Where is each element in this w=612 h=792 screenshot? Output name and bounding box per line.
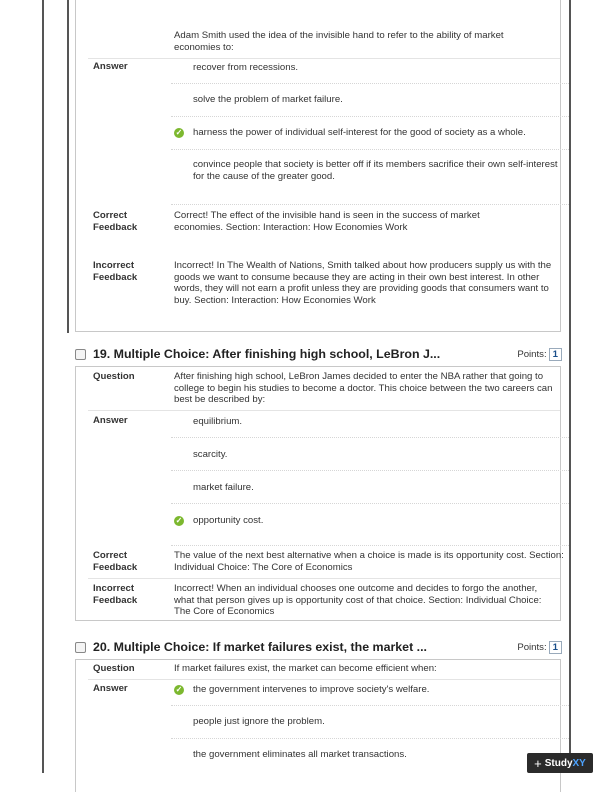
q19-question-text: After finishing high school, LeBron James decided to enter the NBA rather that going to college to begin his studies to become a doctor. This choice between the two careers can best be described by: <box>174 371 553 406</box>
q19-answer-1: equilibrium. <box>193 416 243 427</box>
q18-answer-label: Answer <box>93 61 128 72</box>
q19-incorrect-feedback-label: Incorrect Feedback <box>93 583 138 606</box>
question-20-title: 20. Multiple Choice: If market failures exist, the market ... <box>93 640 427 654</box>
q18-correct-feedback: Correct! The effect of the invisible hand is seen in the success of market economies. Section: Interaction: How Economies Work <box>174 210 480 233</box>
brand-text: Study <box>544 757 573 769</box>
q20-answer-1-correct: the government intervenes to improve society's welfare. <box>193 684 430 695</box>
q18-answer-4: convince people that society is better off if its members sacrifice their own self-interest for the cause of the greater good. <box>193 159 558 182</box>
answer-divider <box>171 204 569 205</box>
q18-answer-1: recover from recessions. <box>193 62 299 73</box>
q20-question-text: If market failures exist, the market can become efficient when: <box>174 663 437 674</box>
left-inner-bar <box>67 0 69 333</box>
question-20-header <box>74 636 562 658</box>
question-19-points <box>517 348 562 361</box>
points-value: 1 <box>549 348 562 361</box>
answer-divider <box>171 705 569 706</box>
q18-answer-2: solve the problem of market failure. <box>193 94 343 105</box>
q20-answer-2: people just ignore the problem. <box>193 716 325 727</box>
answer-divider <box>171 116 569 117</box>
points-value: 1 <box>549 641 562 654</box>
q18-incorrect-feedback: Incorrect! In The Wealth of Nations, Smith talked about how producers supply us with the goods we want to consume because they are acting in their own best interest. In other words, they will not earn a profit unless they are providing goods that consumers want to buy. Section: Interaction: How Economies Work <box>174 260 552 307</box>
correct-check-icon: ✓ <box>175 516 183 525</box>
plus-icon: + <box>534 755 542 771</box>
answer-divider <box>171 83 569 84</box>
left-margin-bar <box>42 0 44 773</box>
answer-divider <box>171 470 569 471</box>
q20-question-label: Question <box>93 663 135 674</box>
answer-divider <box>171 437 569 438</box>
answer-divider <box>171 738 569 739</box>
q19-incorrect-feedback: Incorrect! When an individual chooses one outcome and decides to forgo the another, what that person gives up is opportunity cost of that choice. Section: Individual Choice: The Core of Economics <box>174 583 542 618</box>
points-label: Points: <box>517 641 547 653</box>
correct-check-icon: ✓ <box>175 685 183 694</box>
question-20-points <box>517 641 562 654</box>
question-20-select-checkbox[interactable] <box>75 642 86 653</box>
q18-incorrect-feedback-label: Incorrect Feedback <box>93 260 138 283</box>
q20-answer-label: Answer <box>93 683 128 694</box>
question-19-header <box>74 343 562 365</box>
right-margin-bar <box>569 0 571 773</box>
q19-row-divider <box>88 578 560 579</box>
q19-correct-feedback-label: Correct Feedback <box>93 550 138 573</box>
answer-divider <box>171 149 569 150</box>
correct-check-icon: ✓ <box>175 128 183 137</box>
q19-answer-3: market failure. <box>193 482 254 493</box>
brand-accent-text: XY <box>572 757 586 769</box>
q19-row-divider <box>88 410 560 411</box>
studyxy-watermark-logo <box>527 753 593 773</box>
q18-correct-feedback-label: Correct Feedback <box>93 210 138 233</box>
q20-answer-3: the government eliminates all market transactions. <box>193 749 407 760</box>
answer-divider <box>171 545 569 546</box>
q20-row-divider <box>88 679 560 680</box>
q18-answer-3-correct: harness the power of individual self-interest for the good of society as a whole. <box>193 127 526 138</box>
q18-row-divider <box>88 58 560 59</box>
points-label: Points: <box>517 348 547 360</box>
question-19-select-checkbox[interactable] <box>75 349 86 360</box>
q19-answer-4-correct: opportunity cost. <box>193 515 264 526</box>
q19-answer-label: Answer <box>93 415 128 426</box>
question-19-title: 19. Multiple Choice: After finishing high school, LeBron J... <box>93 347 441 361</box>
q19-question-label: Question <box>93 371 135 382</box>
q18-question-text: Adam Smith used the idea of the invisible hand to refer to the ability of market economies to: <box>174 30 504 53</box>
q19-answer-2: scarcity. <box>193 449 228 460</box>
q19-correct-feedback: The value of the next best alternative when a choice is made is its opportunity cost. Section: Individual Choice: The Core of Economics <box>174 550 564 573</box>
answer-divider <box>171 503 569 504</box>
